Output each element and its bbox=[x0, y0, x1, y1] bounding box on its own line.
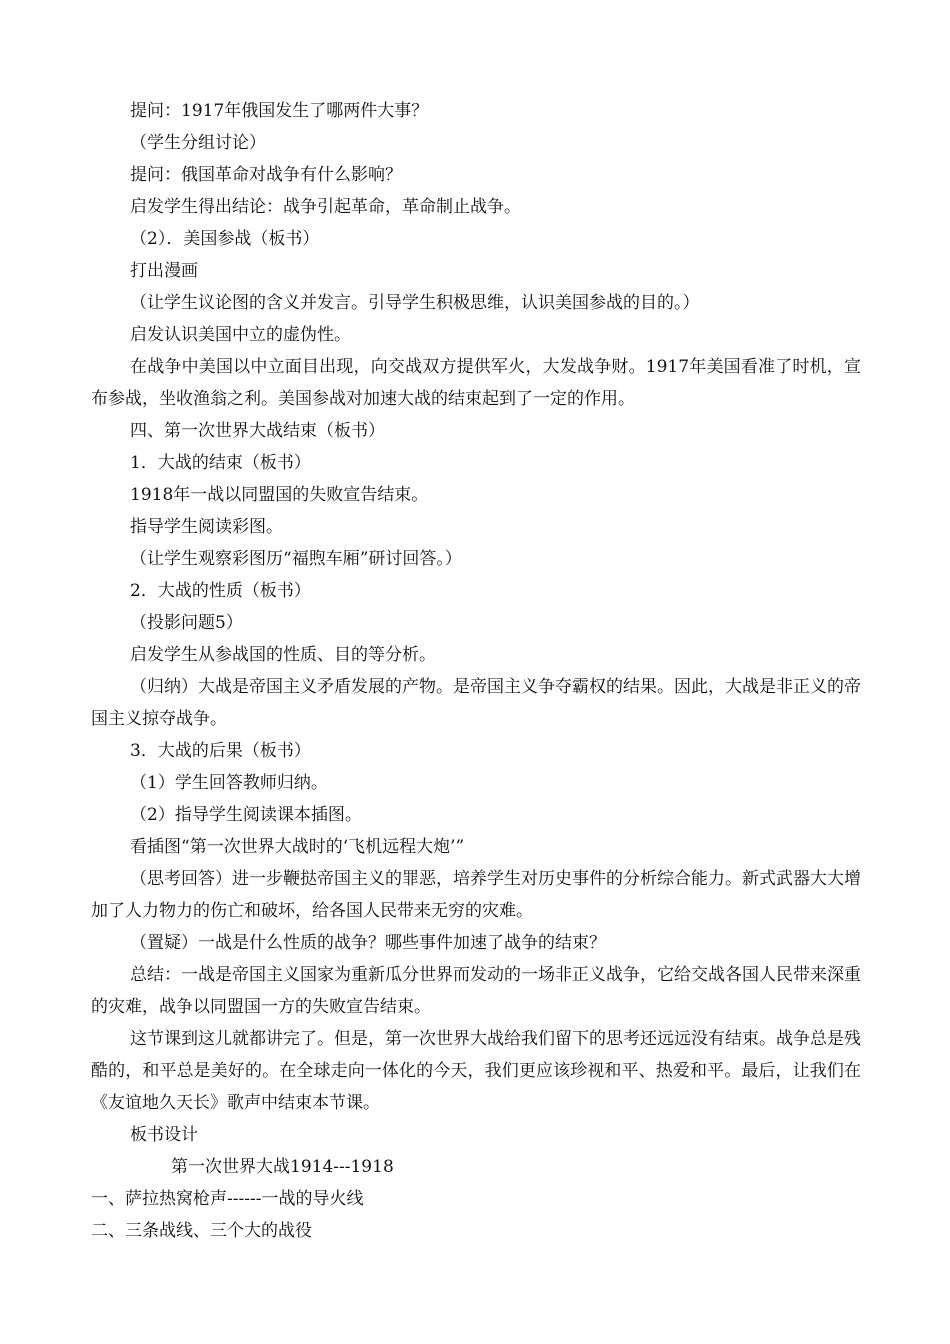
paragraph: 启发学生从参战国的性质、目的等分析。 bbox=[130, 645, 436, 665]
paragraph: （2）．美国参战（板书） bbox=[130, 229, 320, 249]
board-design-label: 板书设计 bbox=[130, 1125, 198, 1145]
paragraph: 总结：一战是帝国主义国家为重新瓜分世界而发动的一场非正义战争，它给交战各国人民带来深重的灾难，战争以同盟国一方的失败宣告结束。 bbox=[91, 965, 861, 1017]
paragraph: 看插图“第一次世界大战时的‘飞机远程大炮’” bbox=[130, 837, 465, 857]
paragraph: 这节课到这儿就都讲完了。但是，第一次世界大战给我们留下的思考还远远没有结束。战争总是残酷的，和平总是美好的。在全球走向一体化的今天，我们更应该珍视和平、热爱和平。最后，让我们在《友谊地久天长》歌声中结束本节课。 bbox=[91, 1029, 861, 1113]
section-heading: 四、第一次世界大战结束（板书） bbox=[130, 421, 385, 441]
document-body bbox=[91, 95, 861, 1247]
paragraph: 1918年一战以同盟国的失败宣告结束。 bbox=[130, 485, 429, 505]
board-item: 一、萨拉热窝枪声------一战的导火线 bbox=[91, 1189, 364, 1209]
subsection-heading: 2．大战的性质（板书） bbox=[130, 581, 311, 601]
paragraph: （思考回答）进一步鞭挞帝国主义的罪恶，培养学生对历史事件的分析综合能力。新式武器大大增加了人力物力的伤亡和破坏，给各国人民带来无穷的灾难。 bbox=[91, 869, 861, 921]
board-item: 二、三条战线、三个大的战役 bbox=[91, 1221, 312, 1241]
board-title: 第一次世界大战1914---1918 bbox=[171, 1157, 394, 1177]
paragraph: 指导学生阅读彩图。 bbox=[130, 517, 283, 537]
subsection-heading: 3．大战的后果（板书） bbox=[130, 741, 311, 761]
paragraph: （1）学生回答教师归纳。 bbox=[130, 773, 328, 793]
paragraph: （让学生观察彩图历“福煦车厢”研讨回答。） bbox=[130, 549, 462, 569]
paragraph: （学生分组讨论） bbox=[130, 133, 266, 153]
paragraph: 打出漫画 bbox=[130, 261, 198, 281]
paragraph: 在战争中美国以中立面目出现，向交战双方提供军火，大发战争财。1917年美国看准了时机，宣布参战，坐收渔翁之利。美国参战对加速大战的结束起到了一定的作用。 bbox=[91, 357, 861, 409]
paragraph: （2）指导学生阅读课本插图。 bbox=[130, 805, 362, 825]
paragraph: 提问：俄国革命对战争有什么影响？ bbox=[130, 165, 402, 185]
paragraph: 提问：1917年俄国发生了哪两件大事？ bbox=[130, 101, 429, 121]
paragraph: （置疑）一战是什么性质的战争？哪些事件加速了战争的结束？ bbox=[130, 933, 606, 953]
paragraph: 启发认识美国中立的虚伪性。 bbox=[130, 325, 351, 345]
paragraph: （投影问题5） bbox=[130, 613, 243, 633]
paragraph: （让学生议论图的含义并发言。引导学生积极思维，认识美国参战的目的。） bbox=[130, 293, 700, 313]
subsection-heading: 1．大战的结束（板书） bbox=[130, 453, 311, 473]
paragraph: （归纳）大战是帝国主义矛盾发展的产物。是帝国主义争夺霸权的结果。因此，大战是非正义的帝国主义掠夺战争。 bbox=[91, 677, 861, 729]
paragraph: 启发学生得出结论：战争引起革命，革命制止战争。 bbox=[130, 197, 521, 217]
